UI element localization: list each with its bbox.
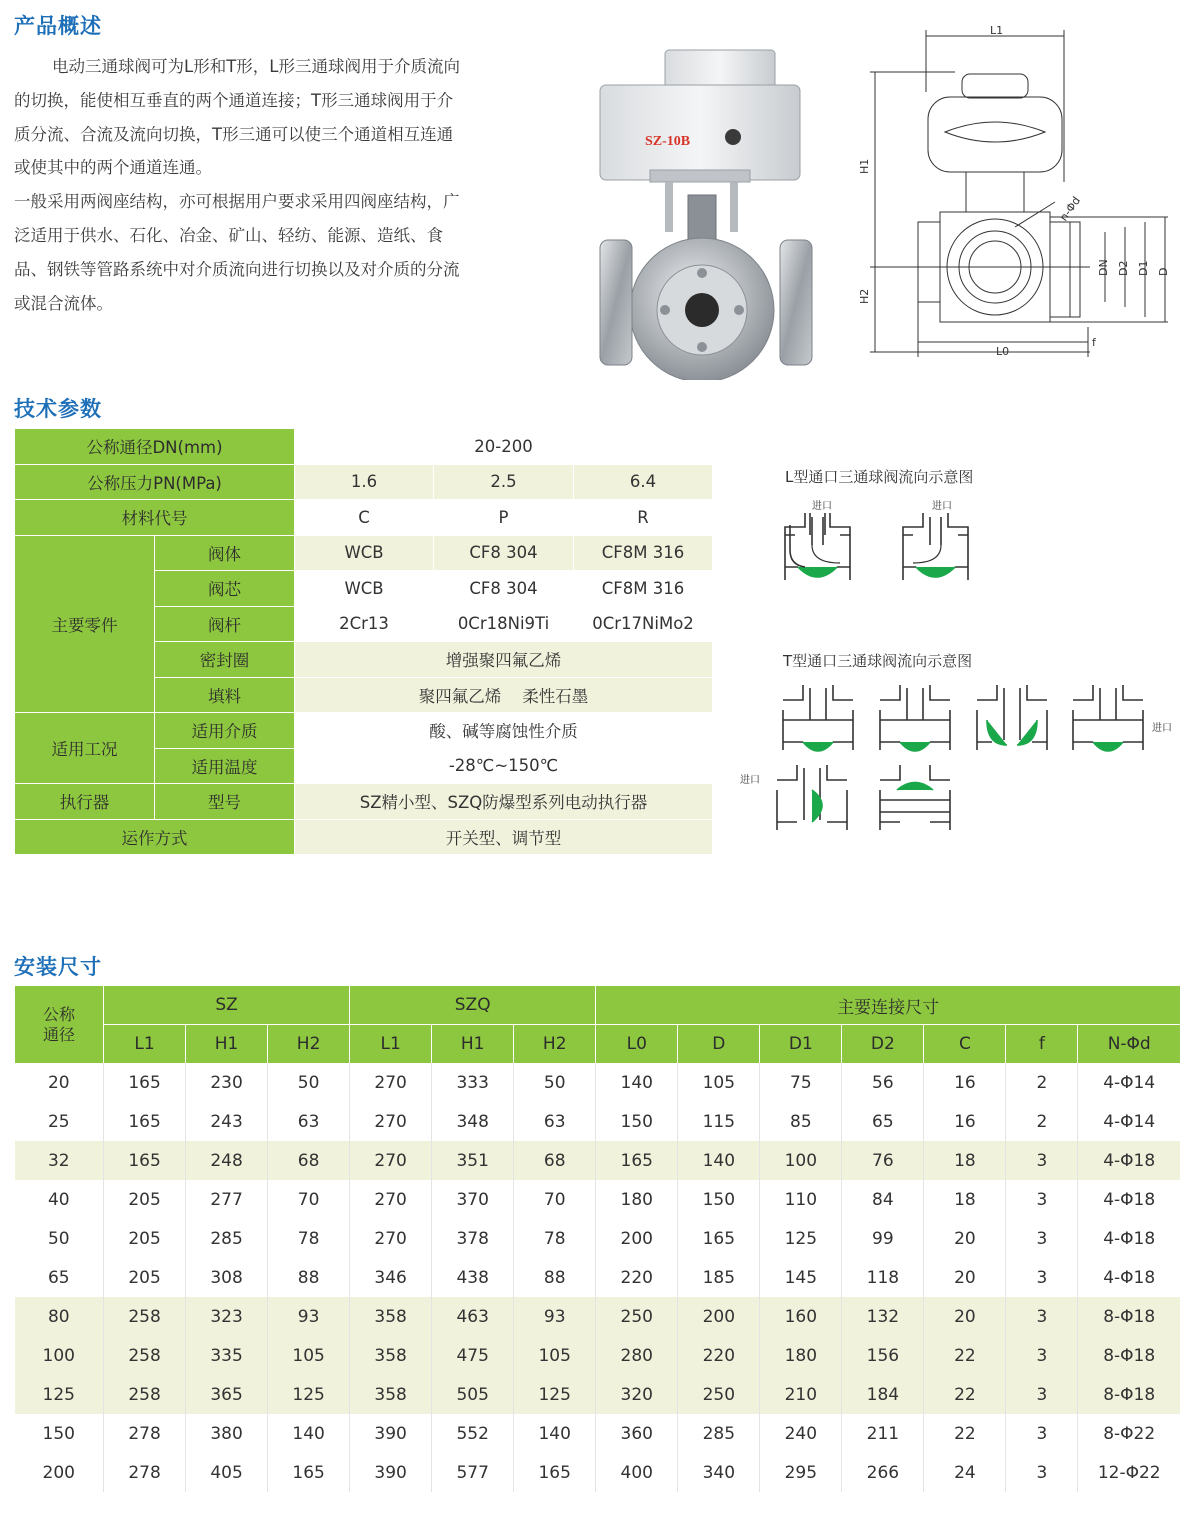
table-cell: 20 <box>924 1258 1006 1297</box>
table-cell: 50 <box>514 1063 596 1102</box>
table-cell: 295 <box>760 1453 842 1492</box>
table-cell: 340 <box>678 1453 760 1492</box>
table-cell: 50 <box>268 1063 350 1102</box>
table-cell: 220 <box>678 1336 760 1375</box>
spec-cell: P <box>434 500 574 536</box>
table-cell: 32 <box>15 1141 104 1180</box>
table-cell: 100 <box>15 1336 104 1375</box>
inlet-label: 进口 <box>1152 723 1172 734</box>
table-cell: 150 <box>15 1414 104 1453</box>
table-cell: 18 <box>924 1180 1006 1219</box>
spec-label-mode: 运作方式 <box>15 819 295 855</box>
table-cell: 84 <box>842 1180 924 1219</box>
table-cell: 400 <box>596 1453 678 1492</box>
spec-cell: WCB <box>295 535 434 571</box>
table-cell: 105 <box>514 1336 596 1375</box>
spec-cell: SZ精小型、SZQ防爆型系列电动执行器 <box>295 784 713 820</box>
t-flow-diagram-3 <box>977 685 1047 750</box>
table-cell: 3 <box>1006 1453 1078 1492</box>
table-cell: 16 <box>924 1102 1006 1141</box>
tech-spec-table <box>14 428 713 855</box>
inlet-label: 进口 <box>932 501 952 512</box>
column-header: H2 <box>514 1025 596 1064</box>
spec-label-model: 型号 <box>155 784 295 820</box>
table-cell: 270 <box>350 1063 432 1102</box>
column-header: H2 <box>268 1025 350 1064</box>
table-cell: 100 <box>760 1141 842 1180</box>
table-cell: 266 <box>842 1453 924 1492</box>
table-cell: 145 <box>760 1258 842 1297</box>
inlet-label: 进口 <box>812 501 832 512</box>
dim-d: D <box>1157 267 1170 276</box>
table-cell: 3 <box>1006 1258 1078 1297</box>
table-cell: 250 <box>678 1375 760 1414</box>
column-header: N-Φd <box>1078 1025 1180 1064</box>
table-cell: 230 <box>186 1063 268 1102</box>
header-main-connection: 主要连接尺寸 <box>596 986 1180 1025</box>
table-cell: 308 <box>186 1258 268 1297</box>
table-cell: 285 <box>186 1219 268 1258</box>
table-cell: 348 <box>432 1102 514 1141</box>
spec-label-packing: 填料 <box>155 677 295 713</box>
table-cell: 4-Φ14 <box>1078 1102 1180 1141</box>
table-cell: 360 <box>596 1414 678 1453</box>
table-cell: 125 <box>268 1375 350 1414</box>
table-cell: 68 <box>268 1141 350 1180</box>
dim-nd: n-Φd <box>1057 194 1084 224</box>
inlet-label: 进口 <box>740 775 760 786</box>
column-header: f <box>1006 1025 1078 1064</box>
table-cell: 205 <box>104 1258 186 1297</box>
table-cell: 88 <box>514 1258 596 1297</box>
table-cell: 8-Φ18 <box>1078 1375 1180 1414</box>
table-cell: 240 <box>760 1414 842 1453</box>
table-cell: 438 <box>432 1258 514 1297</box>
table-cell: 16 <box>924 1063 1006 1102</box>
spec-cell: R <box>574 500 713 536</box>
spec-label-stem: 阀杆 <box>155 606 295 642</box>
table-cell: 577 <box>432 1453 514 1492</box>
table-cell: 335 <box>186 1336 268 1375</box>
table-cell: 105 <box>678 1063 760 1102</box>
table-row <box>15 1063 1181 1102</box>
spec-label-seal: 密封圈 <box>155 642 295 678</box>
table-cell: 4-Φ14 <box>1078 1063 1180 1102</box>
table-cell: 165 <box>104 1063 186 1102</box>
table-cell: 180 <box>596 1180 678 1219</box>
table-cell: 278 <box>104 1414 186 1453</box>
spec-cell: 2.5 <box>434 464 574 500</box>
table-cell: 8-Φ18 <box>1078 1297 1180 1336</box>
dimension-drawing <box>850 22 1180 362</box>
flow-diagrams <box>770 505 1180 835</box>
table-cell: 390 <box>350 1414 432 1453</box>
t-flow-diagram-1 <box>783 685 853 751</box>
install-dimension-table <box>14 986 1180 1492</box>
spec-label-core: 阀芯 <box>155 571 295 607</box>
table-cell: 78 <box>268 1219 350 1258</box>
t-flow-diagram-5 <box>777 765 847 830</box>
table-cell: 365 <box>186 1375 268 1414</box>
table-cell: 351 <box>432 1141 514 1180</box>
spec-label-temp: 适用温度 <box>155 748 295 784</box>
table-cell: 8-Φ22 <box>1078 1414 1180 1453</box>
table-cell: 160 <box>760 1297 842 1336</box>
table-cell: 390 <box>350 1453 432 1492</box>
table-cell: 4-Φ18 <box>1078 1141 1180 1180</box>
table-cell: 105 <box>268 1336 350 1375</box>
table-cell: 463 <box>432 1297 514 1336</box>
table-cell: 3 <box>1006 1141 1078 1180</box>
overview-title: 产品概述 <box>14 14 102 38</box>
table-cell: 200 <box>15 1453 104 1492</box>
actuator-label: SZ-10B <box>645 134 691 149</box>
table-row <box>15 1102 1181 1141</box>
table-cell: 278 <box>104 1453 186 1492</box>
table-cell: 285 <box>678 1414 760 1453</box>
column-header: D <box>678 1025 760 1064</box>
spec-cell: 0Cr18Ni9Ti <box>434 606 574 642</box>
table-cell: 320 <box>596 1375 678 1414</box>
table-cell: 165 <box>104 1141 186 1180</box>
table-cell: 180 <box>760 1336 842 1375</box>
spec-label-dn: 公称通径DN(mm) <box>15 429 295 465</box>
table-cell: 258 <box>104 1297 186 1336</box>
table-cell: 118 <box>842 1258 924 1297</box>
table-cell: 125 <box>760 1219 842 1258</box>
spec-cell: CF8 304 <box>434 571 574 607</box>
spec-group-conditions: 适用工况 <box>15 713 155 784</box>
table-row <box>15 1258 1181 1297</box>
table-cell: 270 <box>350 1219 432 1258</box>
table-cell: 333 <box>432 1063 514 1102</box>
table-row <box>15 1180 1181 1219</box>
spec-cell: 酸、碱等腐蚀性介质 <box>295 713 713 749</box>
overview-paragraph-1: 电动三通球阀可为L形和T形，L形三通球阀用于介质流向的切换，能使相互垂直的两个通道连接；T形三通球阀用于介质分流、合流及流向切换，T形三通可以使三个通道相互连通或使其中的两个通道连通。 <box>14 57 460 178</box>
table-cell: 3 <box>1006 1219 1078 1258</box>
table-cell: 70 <box>514 1180 596 1219</box>
table-cell: 12-Φ22 <box>1078 1453 1180 1492</box>
table-cell: 140 <box>268 1414 350 1453</box>
table-cell: 2 <box>1006 1063 1078 1102</box>
table-cell: 20 <box>15 1063 104 1102</box>
spec-cell: 增强聚四氟乙烯 <box>295 642 713 678</box>
l-flow-title: L型通口三通球阀流向示意图 <box>785 468 974 486</box>
table-cell: 3 <box>1006 1180 1078 1219</box>
table-cell: 270 <box>350 1180 432 1219</box>
spec-cell: 1.6 <box>295 464 434 500</box>
spec-label-medium: 适用介质 <box>155 713 295 749</box>
table-cell: 200 <box>678 1297 760 1336</box>
table-cell: 93 <box>268 1297 350 1336</box>
table-cell: 248 <box>186 1141 268 1180</box>
table-cell: 76 <box>842 1141 924 1180</box>
table-cell: 270 <box>350 1141 432 1180</box>
spec-group-parts: 主要零件 <box>15 535 155 713</box>
table-cell: 18 <box>924 1141 1006 1180</box>
table-cell: 140 <box>678 1141 760 1180</box>
column-header: L1 <box>104 1025 186 1064</box>
table-cell: 165 <box>268 1453 350 1492</box>
table-row <box>15 1297 1181 1336</box>
table-cell: 22 <box>924 1414 1006 1453</box>
table-cell: 50 <box>15 1219 104 1258</box>
table-cell: 125 <box>15 1375 104 1414</box>
table-cell: 20 <box>924 1297 1006 1336</box>
table-cell: 3 <box>1006 1297 1078 1336</box>
dim-l0: L0 <box>996 345 1010 358</box>
table-cell: 65 <box>842 1102 924 1141</box>
l-flow-diagram-2 <box>903 513 968 580</box>
spec-group-actuator: 执行器 <box>15 784 155 820</box>
spec-cell: 2Cr13 <box>295 606 434 642</box>
table-cell: 4-Φ18 <box>1078 1258 1180 1297</box>
table-cell: 140 <box>596 1063 678 1102</box>
table-cell: 243 <box>186 1102 268 1141</box>
l-flow-diagram-1 <box>785 513 850 580</box>
table-cell: 211 <box>842 1414 924 1453</box>
table-cell: 358 <box>350 1375 432 1414</box>
table-cell: 85 <box>760 1102 842 1141</box>
table-cell: 200 <box>596 1219 678 1258</box>
spec-label-pn: 公称压力PN(MPa) <box>15 464 295 500</box>
table-cell: 150 <box>596 1102 678 1141</box>
column-header: H1 <box>186 1025 268 1064</box>
table-cell: 8-Φ18 <box>1078 1336 1180 1375</box>
column-header: H1 <box>432 1025 514 1064</box>
t-flow-diagram-4 <box>1073 685 1143 751</box>
dim-d2: D2 <box>1117 260 1130 276</box>
spec-value-dn: 20-200 <box>295 429 713 465</box>
table-cell: 156 <box>842 1336 924 1375</box>
tech-title: 技术参数 <box>14 397 102 421</box>
table-cell: 132 <box>842 1297 924 1336</box>
table-cell: 70 <box>268 1180 350 1219</box>
valve-product-photo <box>590 45 820 380</box>
table-cell: 80 <box>15 1297 104 1336</box>
table-cell: 150 <box>678 1180 760 1219</box>
table-cell: 185 <box>678 1258 760 1297</box>
dim-dn: DN <box>1097 259 1110 276</box>
spec-cell: -28℃~150℃ <box>295 748 713 784</box>
spec-cell: CF8 304 <box>434 535 574 571</box>
spec-label-material: 材料代号 <box>15 500 295 536</box>
table-row <box>15 1336 1181 1375</box>
table-row <box>15 1414 1181 1453</box>
spec-cell: 聚四氟乙烯 柔性石墨 <box>295 677 713 713</box>
table-cell: 24 <box>924 1453 1006 1492</box>
dim-l1: L1 <box>990 24 1004 37</box>
table-cell: 56 <box>842 1063 924 1102</box>
table-cell: 22 <box>924 1336 1006 1375</box>
table-cell: 88 <box>268 1258 350 1297</box>
install-title: 安装尺寸 <box>14 955 102 979</box>
table-cell: 3 <box>1006 1414 1078 1453</box>
table-cell: 346 <box>350 1258 432 1297</box>
table-cell: 280 <box>596 1336 678 1375</box>
table-cell: 78 <box>514 1219 596 1258</box>
table-cell: 378 <box>432 1219 514 1258</box>
table-row <box>15 1141 1181 1180</box>
table-cell: 380 <box>186 1414 268 1453</box>
table-cell: 75 <box>760 1063 842 1102</box>
table-cell: 40 <box>15 1180 104 1219</box>
table-cell: 63 <box>514 1102 596 1141</box>
table-cell: 270 <box>350 1102 432 1141</box>
table-cell: 184 <box>842 1375 924 1414</box>
overview-text <box>14 50 469 320</box>
table-cell: 165 <box>678 1219 760 1258</box>
column-header: L0 <box>596 1025 678 1064</box>
t-flow-diagram-2 <box>880 685 950 751</box>
table-cell: 505 <box>432 1375 514 1414</box>
table-cell: 110 <box>760 1180 842 1219</box>
table-cell: 323 <box>186 1297 268 1336</box>
header-szq: SZQ <box>350 986 596 1025</box>
table-cell: 370 <box>432 1180 514 1219</box>
t-flow-diagram-6 <box>880 765 950 830</box>
table-cell: 250 <box>596 1297 678 1336</box>
table-cell: 4-Φ18 <box>1078 1180 1180 1219</box>
table-cell: 125 <box>514 1375 596 1414</box>
table-cell: 63 <box>268 1102 350 1141</box>
spec-cell: 6.4 <box>574 464 713 500</box>
column-header: D2 <box>842 1025 924 1064</box>
table-cell: 99 <box>842 1219 924 1258</box>
spec-cell: 开关型、调节型 <box>295 819 713 855</box>
table-row <box>15 1375 1181 1414</box>
table-cell: 2 <box>1006 1102 1078 1141</box>
table-cell: 358 <box>350 1297 432 1336</box>
table-cell: 277 <box>186 1180 268 1219</box>
table-cell: 205 <box>104 1219 186 1258</box>
table-cell: 3 <box>1006 1336 1078 1375</box>
spec-cell: CF8M 316 <box>574 571 713 607</box>
spec-cell: 0Cr17NiMo2 <box>574 606 713 642</box>
table-cell: 220 <box>596 1258 678 1297</box>
table-cell: 68 <box>514 1141 596 1180</box>
table-cell: 140 <box>514 1414 596 1453</box>
dim-h2: H2 <box>858 288 871 304</box>
table-cell: 210 <box>760 1375 842 1414</box>
header-nominal-diameter: 公称 通径 <box>15 986 104 1063</box>
table-row <box>15 1219 1181 1258</box>
column-header: C <box>924 1025 1006 1064</box>
t-flow-title: T型通口三通球阀流向示意图 <box>783 652 973 670</box>
column-header: L1 <box>350 1025 432 1064</box>
table-cell: 205 <box>104 1180 186 1219</box>
table-cell: 165 <box>514 1453 596 1492</box>
spec-cell: C <box>295 500 434 536</box>
table-cell: 25 <box>15 1102 104 1141</box>
table-cell: 552 <box>432 1414 514 1453</box>
spec-label-body: 阀体 <box>155 535 295 571</box>
table-cell: 165 <box>104 1102 186 1141</box>
table-cell: 258 <box>104 1336 186 1375</box>
table-row <box>15 1453 1181 1492</box>
table-cell: 93 <box>514 1297 596 1336</box>
table-cell: 165 <box>596 1141 678 1180</box>
spec-cell: WCB <box>295 571 434 607</box>
dim-h1: H1 <box>858 158 871 174</box>
table-cell: 65 <box>15 1258 104 1297</box>
table-cell: 115 <box>678 1102 760 1141</box>
spec-cell: CF8M 316 <box>574 535 713 571</box>
table-cell: 405 <box>186 1453 268 1492</box>
table-cell: 258 <box>104 1375 186 1414</box>
table-cell: 4-Φ18 <box>1078 1219 1180 1258</box>
table-cell: 22 <box>924 1375 1006 1414</box>
dim-f: f <box>1092 336 1096 349</box>
table-cell: 475 <box>432 1336 514 1375</box>
header-sz: SZ <box>104 986 350 1025</box>
table-cell: 3 <box>1006 1375 1078 1414</box>
overview-paragraph-2: 一般采用两阀座结构，亦可根据用户要求采用四阀座结构，广泛适用于供水、石化、冶金、矿山、轻纺、能源、造纸、食品、钢铁等管路系统中对介质流向进行切换以及对介质的分流或混合流体。 <box>14 192 460 313</box>
dim-d1: D1 <box>1137 260 1150 276</box>
table-cell: 20 <box>924 1219 1006 1258</box>
column-header: D1 <box>760 1025 842 1064</box>
table-cell: 358 <box>350 1336 432 1375</box>
